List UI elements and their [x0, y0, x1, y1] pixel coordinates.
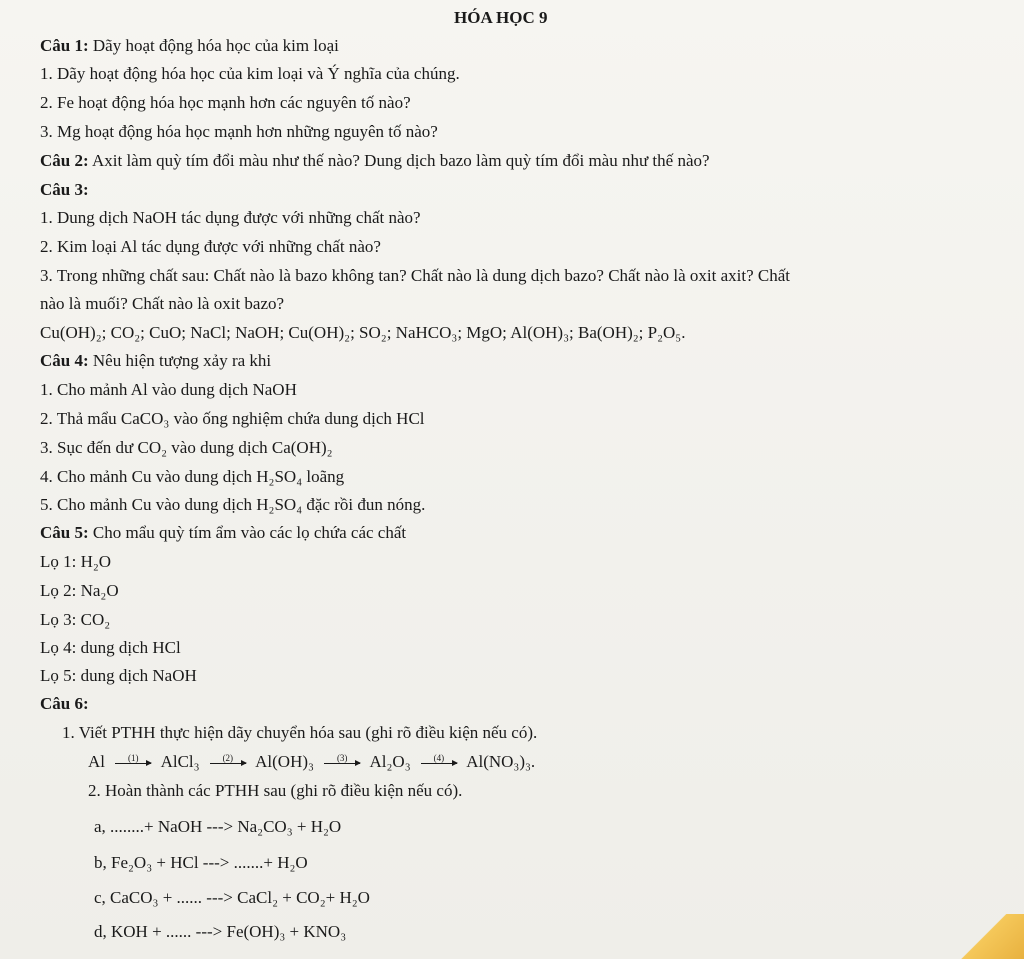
chain-arrow-1 — [115, 754, 151, 764]
chain-species-4: Al₂O₃ — [369, 752, 411, 771]
question-2-text: Axit làm quỳ tím đổi màu như thế nào? Dung dịch bazo làm quỳ tím đổi màu như thế nào? — [88, 151, 710, 170]
question-1-text: Dãy hoạt động hóa học của kim loại — [88, 36, 339, 55]
q6-item-2: 2. Hoàn thành các PTHH sau (ghi rõ điều kiện nếu có). — [88, 781, 463, 800]
question-5-text: Cho mẩu quỳ tím ẩm vào các lọ chứa các chất — [88, 523, 407, 542]
chain-arrow-2 — [210, 754, 246, 764]
equation-d: d, KOH + ...... ---> Fe(OH)₃ + KNO₃ — [94, 922, 347, 941]
question-2-label: Câu 2: — [40, 151, 89, 170]
equation-c: c, CaCO₃ + ...... ---> CaCl₂ + CO₂+ H₂O — [94, 888, 370, 907]
page-title: HÓA HỌC 9 — [454, 8, 548, 27]
q4-item-2: 2. Thả mẩu CaCO₃ vào ống nghiệm chứa dung dịch HCl — [40, 409, 425, 428]
q5-item-1: Lọ 1: H₂O — [40, 552, 112, 571]
chain-species-1: Al — [88, 752, 105, 771]
question-5-label: Câu 5: — [40, 523, 89, 542]
question-1 — [40, 34, 339, 58]
chain-step-1: (1) — [128, 753, 139, 764]
chain-species-2: AlCl₃ — [160, 752, 200, 771]
q5-item-2: Lọ 2: Na₂O — [40, 581, 119, 600]
q5-item-4: Lọ 4: dung dịch HCl — [40, 638, 181, 657]
question-5 — [40, 521, 406, 545]
q3-item-2: 2. Kim loại Al tác dụng được với những chất nào? — [40, 237, 381, 256]
arrow-right-icon — [324, 763, 360, 764]
question-6-label: Câu 6: — [40, 694, 89, 713]
equation-b: b, Fe₂O₃ + HCl ---> .......+ H₂O — [94, 853, 308, 872]
q6-item-1: 1. Viết PTHH thực hiện dãy chuyển hóa sau (ghi rõ điều kiện nếu có). — [62, 723, 538, 742]
q4-item-4: 4. Cho mảnh Cu vào dung dịch H₂SO₄ loãng — [40, 467, 345, 486]
q4-item-3: 3. Sục đến dư CO₂ vào dung dịch Ca(OH)₂ — [40, 438, 333, 457]
chain-arrow-3 — [324, 754, 360, 764]
q1-item-3: 3. Mg hoạt động hóa học mạnh hơn những nguyên tố nào? — [40, 122, 438, 141]
q4-item-1: 1. Cho mảnh Al vào dung dịch NaOH — [40, 380, 297, 399]
q4-item-5: 5. Cho mảnh Cu vào dung dịch H₂SO₄ đặc rồi đun nóng. — [40, 495, 426, 514]
question-4 — [40, 349, 271, 373]
chain-species-5: Al(NO₃)₃. — [466, 752, 536, 771]
q1-item-1: 1. Dãy hoạt động hóa học của kim loại và Ý nghĩa của chúng. — [40, 64, 460, 83]
chain-arrow-4 — [421, 754, 457, 764]
question-3-label: Câu 3: — [40, 180, 89, 199]
conversion-chain — [88, 750, 535, 774]
chain-step-4: (4) — [433, 753, 445, 764]
equation-a: a, ........+ NaOH ---> Na₂CO₃ + H₂O — [94, 817, 342, 836]
question-1-label: Câu 1: — [40, 36, 89, 55]
arrow-right-icon — [210, 763, 246, 764]
chain-species-3: Al(OH)₃ — [255, 752, 314, 771]
q3-item-1: 1. Dung dịch NaOH tác dụng được với những chất nào? — [40, 208, 421, 227]
chain-step-3: (3) — [336, 753, 348, 764]
question-4-label: Câu 4: — [40, 351, 89, 370]
question-4-text: Nêu hiện tượng xảy ra khi — [88, 351, 272, 370]
question-2 — [40, 149, 710, 173]
arrow-right-icon — [421, 763, 457, 764]
chain-step-2: (2) — [222, 753, 234, 764]
q3-item-3-cont: nào là muối? Chất nào là oxit bazo? — [40, 294, 285, 313]
q3-item-3: 3. Trong những chất sau: Chất nào là bazo không tan? Chất nào là dung dịch bazo? Chất nào là oxit axit? Chất — [40, 266, 790, 285]
q3-formula-list: Cu(OH)₂; CO₂; CuO; NaCl; NaOH; Cu(OH)₂; SO₂; NaHCO₃; MgO; Al(OH)₃; Ba(OH)₂; P₂O₅. — [40, 323, 686, 342]
q5-item-3: Lọ 3: CO₂ — [40, 610, 111, 629]
arrow-right-icon — [115, 763, 151, 764]
decorative-corner — [954, 914, 1024, 959]
q1-item-2: 2. Fe hoạt động hóa học mạnh hơn các nguyên tố nào? — [40, 93, 411, 112]
q5-item-5: Lọ 5: dung dịch NaOH — [40, 666, 197, 685]
